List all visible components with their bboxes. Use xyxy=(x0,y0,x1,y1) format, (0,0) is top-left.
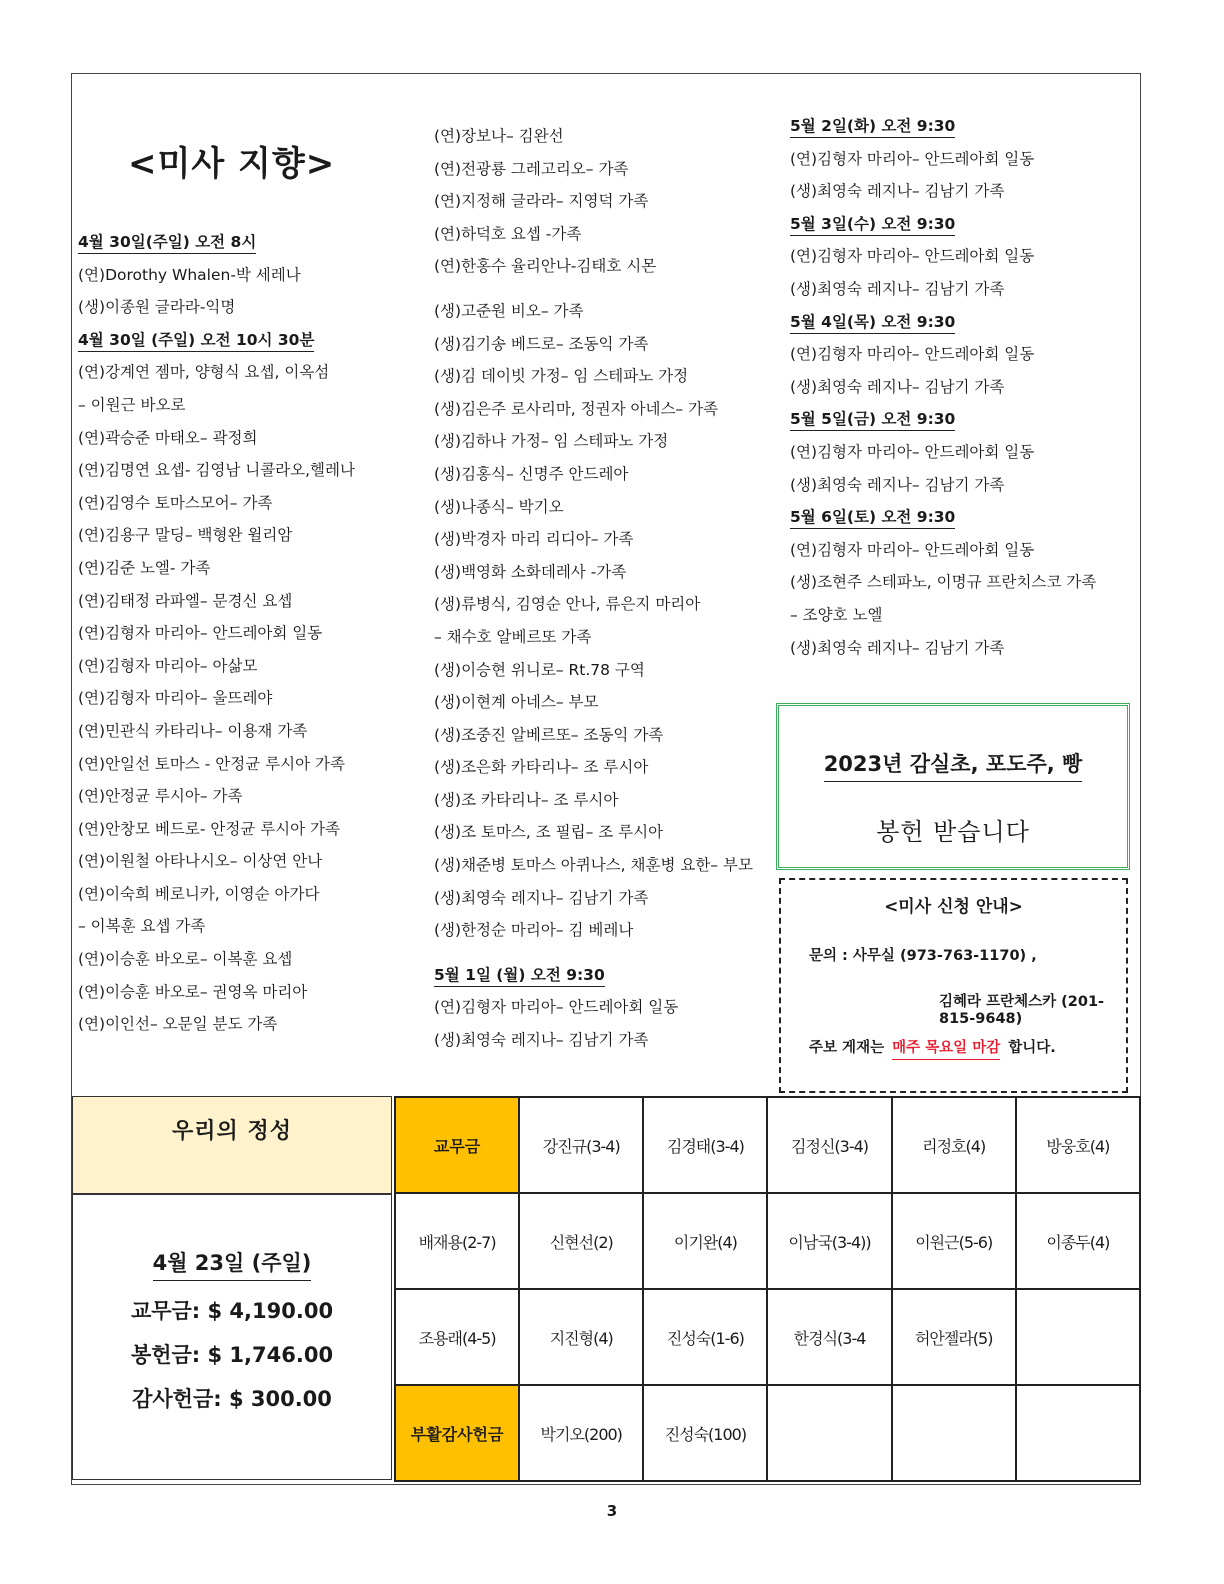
intention-line: (생)최영숙 레지나– 김남기 가족 xyxy=(434,1031,649,1050)
donor-grid xyxy=(394,1096,1141,1482)
intention-line: (연)한홍수 율리안나-김태호 시몬 xyxy=(434,257,657,276)
donor-cell: 이원근(5-6) xyxy=(892,1193,1016,1289)
mass-time-header xyxy=(790,501,1096,534)
intention-line: (연)김형자 마리아– 울뜨레야 xyxy=(78,689,273,708)
intention-line: (생)한정순 마리아– 김 베레나 xyxy=(434,921,634,940)
intention-line: (생)나종식– 박기오 xyxy=(434,497,564,516)
donor-cell: 한경식(3-4 xyxy=(767,1289,891,1385)
donor-cell xyxy=(1016,1385,1140,1481)
intention-line: (연)안일선 토마스 - 안정균 루시아 가족 xyxy=(78,754,345,773)
intention-line: (생)최영숙 레지나– 김남기 가족 xyxy=(434,888,649,907)
donor-cell: 신현선(2) xyxy=(519,1193,643,1289)
mass-time-header xyxy=(790,403,1096,436)
intention-line: (생)김 데이빗 가정– 임 스테파노 가정 xyxy=(434,367,689,386)
category-cell: 교무금 xyxy=(395,1097,519,1193)
intention-line: (연)김태정 라파엘– 문경신 요셉 xyxy=(78,591,293,610)
intention-line: (생)조은화 카타리나– 조 루시아 xyxy=(434,758,649,777)
donor-cell: 리정호(4) xyxy=(892,1097,1016,1193)
donor-cell: 지진형(4) xyxy=(519,1289,643,1385)
table-row xyxy=(395,1289,1140,1385)
intention-line: (생)조중진 알베르또– 조동익 가족 xyxy=(434,725,664,744)
intention-line: – 이복훈 요셉 가족 xyxy=(78,917,206,936)
intention-line: (연)김형자 마리아– 안드레아회 일동 xyxy=(790,149,1035,168)
donor-cell xyxy=(767,1385,891,1481)
intention-line: (생)이현계 아네스– 부모 xyxy=(434,693,599,712)
deadline-prefix: 주보 게재는 xyxy=(809,1040,885,1056)
offering-heading: 우리의 정성 xyxy=(72,1096,392,1194)
spacer xyxy=(434,947,753,959)
intention-line: (연)김형자 마리아– 안드레아회 일동 xyxy=(790,442,1035,461)
intention-line: (생)김기송 베드로– 조동익 가족 xyxy=(434,334,649,353)
intention-line: (생)조 토마스, 조 필립– 조 루시아 xyxy=(434,823,664,842)
donor-cell: 김경태(3-4) xyxy=(643,1097,767,1193)
intention-line: – 조양호 노엘 xyxy=(790,605,883,624)
mass-time-header xyxy=(78,226,355,259)
intention-line: (생)최영숙 레지나– 김남기 가족 xyxy=(790,475,1005,494)
intention-line: (연)김용구 말딩– 백형완 윌리암 xyxy=(78,526,293,545)
intention-line: – 채수호 알베르또 가족 xyxy=(434,627,592,646)
spacer xyxy=(434,283,753,295)
intention-line: (연)이원철 아타나시오– 이상연 안나 xyxy=(78,852,323,871)
donor-cell: 강진규(3-4) xyxy=(519,1097,643,1193)
intention-line: (연)강계연 젬마, 양형식 요셉, 이옥섬 xyxy=(78,363,330,382)
intention-line: (생)조현주 스테파노, 이명규 프란치스코 가족 xyxy=(790,573,1097,592)
deadline-note xyxy=(809,1036,1056,1057)
intentions-column-3 xyxy=(790,110,1096,664)
intention-line: (연)김준 노엘- 가족 xyxy=(78,558,211,577)
intention-line: (생)백영화 소화데레사 -가족 xyxy=(434,562,627,581)
donor-cell: 김정신(3-4) xyxy=(767,1097,891,1193)
intention-line: (연)김형자 마리아– 안드레아회 일동 xyxy=(790,247,1035,266)
intention-line: (생)최영숙 레지나– 김남기 가족 xyxy=(790,638,1005,657)
intention-line: (연)이승훈 바오로– 권영옥 마리아 xyxy=(78,982,308,1001)
table-row xyxy=(395,1193,1140,1289)
intentions-column-2 xyxy=(434,120,753,1057)
intention-line: (연)김형자 마리아– 안드레아회 일동 xyxy=(434,998,679,1017)
category-cell: 부활감사헌금 xyxy=(395,1385,519,1481)
donor-cell: 방웅호(4) xyxy=(1016,1097,1140,1193)
intention-line: (연)안정균 루시아– 가족 xyxy=(78,787,243,806)
intention-line: (연)전광룡 그레고리오– 가족 xyxy=(434,159,629,178)
donor-cell: 이남국(3-4)) xyxy=(767,1193,891,1289)
donation-notice-title: 2023년 감실초, 포도주, 빵 xyxy=(824,748,1083,782)
intention-line: (연)김형자 마리아– 안드레아회 일동 xyxy=(790,345,1035,364)
intention-line: (연)김형자 마리아– 안드레아회 일동 xyxy=(790,540,1035,559)
intention-line: (연)장보나– 김완선 xyxy=(434,127,564,145)
mass-time-header-text: 4월 30일(주일) 오전 8시 xyxy=(78,233,256,254)
office-contact: 문의 : 사무실 (973-763-1170) , xyxy=(809,948,1037,964)
donor-cell: 조용래(4-5) xyxy=(395,1289,519,1385)
intention-line: (연)이인선– 오문일 분도 가족 xyxy=(78,1015,278,1034)
mass-time-header-text: 5월 1일 (월) 오전 9:30 xyxy=(434,966,605,987)
deadline-suffix: 합니다. xyxy=(1008,1040,1056,1056)
offering-summary xyxy=(72,1194,392,1480)
intention-line: (생)최영숙 레지나– 김남기 가족 xyxy=(790,182,1005,201)
page-number: 3 xyxy=(606,1502,618,1520)
intentions-column-1 xyxy=(78,226,355,1041)
table-row xyxy=(395,1385,1140,1481)
table-row xyxy=(395,1097,1140,1193)
mass-time-header-text: 5월 6일(토) 오전 9:30 xyxy=(790,508,955,529)
mass-time-header xyxy=(790,110,1096,143)
intention-line: (생)최영숙 레지나– 김남기 가족 xyxy=(790,279,1005,298)
donor-cell: 박기오(200) xyxy=(519,1385,643,1481)
intention-line: (생)박경자 마리 리디아– 가족 xyxy=(434,530,634,549)
donor-cell: 배재용(2-7) xyxy=(395,1193,519,1289)
intention-line: (생)최영숙 레지나– 김남기 가족 xyxy=(790,377,1005,396)
offering-date: 4월 23일 (주일) xyxy=(153,1247,312,1281)
intention-line: (연)김명연 요셉- 김영남 니콜라오,헬레나 xyxy=(78,461,355,480)
mass-time-header xyxy=(434,959,753,992)
mass-time-header xyxy=(78,324,355,357)
offering-row: 봉헌금: $ 1,746.00 xyxy=(130,1343,334,1367)
mass-time-header-text: 4월 30일 (주일) 오전 10시 30분 xyxy=(78,331,314,352)
donation-notice-subtitle: 봉헌 받습니다 xyxy=(876,818,1030,846)
intention-line: (생)김은주 로사리마, 정권자 아네스– 가족 xyxy=(434,399,719,418)
mass-time-header-text: 5월 2일(화) 오전 9:30 xyxy=(790,117,955,138)
intention-line: (연)곽승준 마태오– 곽정희 xyxy=(78,428,258,447)
donor-cell: 진성숙(1-6) xyxy=(643,1289,767,1385)
mass-time-header-text: 5월 4일(목) 오전 9:30 xyxy=(790,313,955,334)
intention-line: (생)김홍식– 신명주 안드레아 xyxy=(434,464,629,483)
intention-line: (연)이승훈 바오로– 이복훈 요셉 xyxy=(78,950,293,969)
mass-time-header-text: 5월 5일(금) 오전 9:30 xyxy=(790,410,955,431)
mass-time-header-text: 5월 3일(수) 오전 9:30 xyxy=(790,215,955,236)
intention-line: (생)채준병 토마스 아퀴나스, 채훈병 요한– 부모 xyxy=(434,856,753,875)
mass-request-info-box xyxy=(779,878,1128,1093)
intention-line: (연)하덕호 요셉 -가족 xyxy=(434,224,582,243)
intention-line: (연)안창모 베드로- 안정균 루시아 가족 xyxy=(78,819,340,838)
offering-row: 감사헌금: $ 300.00 xyxy=(132,1387,332,1411)
donor-cell: 이기완(4) xyxy=(643,1193,767,1289)
mass-time-header xyxy=(790,208,1096,241)
intention-line: (생)고준원 비오– 가족 xyxy=(434,301,584,320)
intention-line: – 이원근 바오로 xyxy=(78,395,186,414)
donor-cell: 허안젤라(5) xyxy=(892,1289,1016,1385)
intention-line: (생)이종원 글라라-익명 xyxy=(78,298,236,317)
donor-cell xyxy=(892,1385,1016,1481)
donation-notice-box xyxy=(776,703,1130,870)
intention-line: (생)김하나 가정– 임 스테파노 가정 xyxy=(434,432,669,451)
deadline-highlight: 매주 목요일 마감 xyxy=(892,1040,1000,1060)
intention-line: (생)류병식, 김영순 안나, 류은지 마리아 xyxy=(434,595,701,614)
intention-line: (생)이승현 위니로– Rt.78 구역 xyxy=(434,660,645,679)
donor-cell: 진성숙(100) xyxy=(643,1385,767,1481)
intention-line: (연)이숙희 베로니카, 이영순 아가다 xyxy=(78,884,320,903)
intention-line: (연)김형자 마리아– 아삶모 xyxy=(78,656,258,675)
secondary-contact: 김혜라 프란체스카 (201-815-9648) xyxy=(939,994,1105,1027)
intention-line: (연)김영수 토마스모어– 가족 xyxy=(78,493,273,512)
page-title: <미사 지향> xyxy=(128,144,336,184)
mass-time-header xyxy=(790,306,1096,339)
donor-cell: 이종두(4) xyxy=(1016,1193,1140,1289)
intention-line: (연)지정해 글라라– 지영덕 가족 xyxy=(434,192,649,211)
mass-request-title: <미사 신청 안내> xyxy=(884,897,1023,917)
intention-line: (연)김형자 마리아– 안드레아회 일동 xyxy=(78,624,323,643)
offering-row: 교무금: $ 4,190.00 xyxy=(130,1299,334,1323)
intention-line: (연)민관식 카타리나– 이용재 가족 xyxy=(78,721,308,740)
donor-cell xyxy=(1016,1289,1140,1385)
intention-line: (생)조 카타리나– 조 루시아 xyxy=(434,790,619,809)
intention-line: (연)Dorothy Whalen-박 세레나 xyxy=(78,265,301,284)
